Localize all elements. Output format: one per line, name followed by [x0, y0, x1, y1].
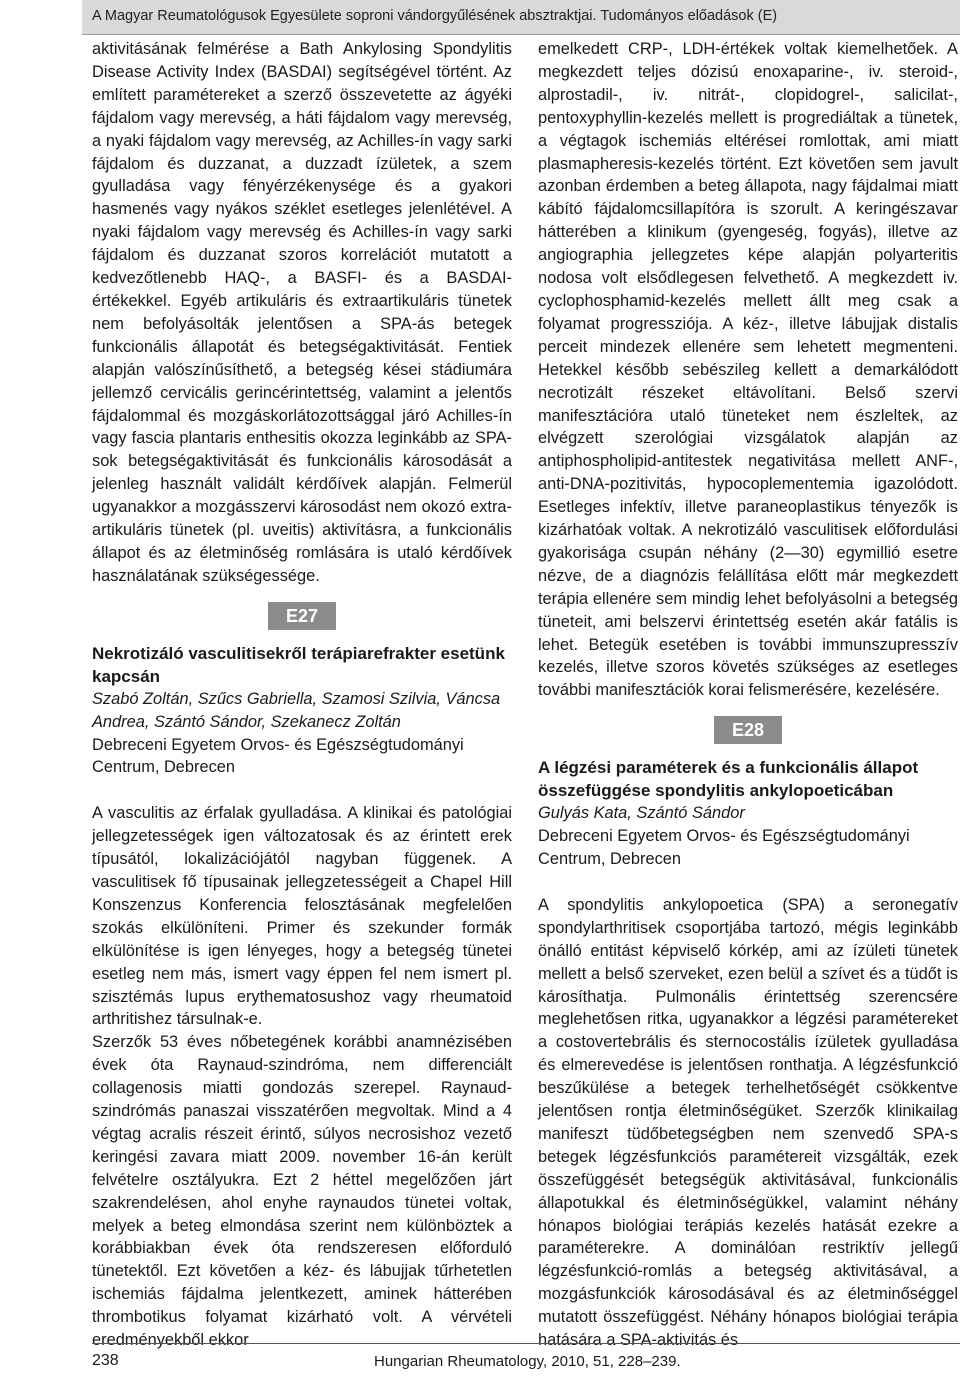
running-header	[82, 0, 960, 35]
abstract-title: Nekrotizáló vasculitisekről terápiarefrakter esetünk kapcsán	[92, 643, 505, 686]
abstract-affiliation: Debreceni Egyetem Orvos- és Egészségtudományi Centrum, Debrecen	[92, 735, 464, 777]
body-paragraph: emelkedett CRP-, LDH-értékek voltak kiemelhetőek. A megkezdett teljes dózisú enoxaparine-, iv. steroid-, alprostadil-, iv. nitrát-, clopidogrel-, salicilat-, pentoxyphyllin-kezelés mellett is progrediáltak a tünetek, a végtagok ischemiás eltérései romlottak, ami miatt plasmapheresis-kezelés történt. Ezt követően sem javult azonban érdemben a beteg állapota, nagy fájdalmai miatt kábító fájdalomcsillapítóra is szorult. A keringészavar hátterében a klinikum (gyengeség, fogyás), illetve az angiographia jellegzetes képe alapján polyarteritis nodosa volt elsődlegesen felvethető. A megkezdett iv. cyclophosphamid-kezelés mellett állt meg csak a folyamat progressziója. A kéz-, illetve lábujjak distalis perceit mindezek ellenére sem lehetett megmenteni. Hetekkel később sebészileg kellett a demarkálódott necrotizált részeket eltávolítani. Belső szervi manifesztációra utaló tüneteket nem észleltek, az elvégzett szerológiai vizsgálatok alapján az antiphospholipid-antitestek negativitása mellett ANF-, anti-DNA-pozitivitás, hypocoplementemia igazolódott. Esetleges infektív, illetve paraneoplastikus tényezők is kizárhatóak voltak. A nekrotizáló vasculitisek előfordulási gyakorisága csupán néhány (2—30) egymillió esetre nézve, de a diagnózis felállítása előtt már megkezdett terápia ellenére sem mindig lehet befolyásolni a betegség tüneteit, ami belszervi érintettség esetén akár fatális is lehet. Betegük esetében is további immunszupresszív kezelés, illetve szoros követés szükséges az esetleges további manifesztációk korai felismerésére, kezelésére.	[538, 40, 958, 700]
header-title: A Magyar Reumatológusok Egyesülete soproni vándorgyűlésének absztraktjai. Tudományos előadások (E)	[92, 8, 778, 24]
abstract-tag-wrap	[538, 716, 958, 744]
body-paragraph: A spondylitis ankylopoetica (SPA) a seronegatív spondylarthritisek csoportjába tartozó, mégis leginkább önálló entitást képviselő kórkép, ami az ízületi tünetek mellett a belső szerveket, ezen belül a szívet és a tüdőt is károsíthatja. Pulmonális érintettség szerencsére meglehetősen ritka, ugyanakkor a légzési paramétereket a costovertebrális és sternocostális ízületek gyulladása és elmerevedése is jelentősen ronthatja. A légzésfunkció beszűkülése a betegek terhelhetőségét csökkentve jelentősen rontja életminőségüket. Szerzők klinikailag manifeszt tüdőbetegségben nem szenvedő SPA-s betegek légzésfunkciós paramétereit vizsgálták, ezek összefüggését betegségük aktivitásával, funkcionális állapotukkal és életminőségükkel, valamint néhány hónapos biológiai terápiás kezelés hatását ezekre a paraméterekre. A dominálóan restriktív jellegű légzésfunkció-romlás a betegség aktivitásával, a mozgásfunkciók károsodásával és az életminőséggel mutatott összefüggést. Néhány hónapos biológiai terápia hatására a SPA-aktivitás és	[538, 895, 958, 1350]
body-paragraph: Szerzők 53 éves nőbetegének korábbi anamnézisében évek óta Raynaud-szindróma, nem differenciált collagenosis miatti gondozás szerepel. Raynaud-szindrómás panaszai visszatérően megvoltak. Mind a 4 végtag acralis részeit érintő, súlyos necrosishoz vezető keringési zavara miatt 2009. november 16-án került felvételre osztályukra. Ezt 2 héttel megelőzően járt szakrendelésen, ahol enyhe raynaudos tünetei voltak, melyek a beteg elmondása szerint nem különböztek a korábbiakban évek óta rendszeresen előforduló tünetektől. Ezt követően a kéz- és lábujjak tűrhetetlen ischemiás fájdalma jelentkezett, aminek hátterében thrombotikus folyamat kizárható volt. A vérvételi eredményekből ekkor	[92, 1033, 512, 1350]
abstract-title: A légzési paraméterek és a funkcionális állapot összefüggése spondylitis ankylopoeticában	[538, 758, 919, 801]
abstract-tag: E27	[268, 602, 336, 630]
footer-divider	[92, 1343, 960, 1344]
abstract-authors: Szabó Zoltán, Szűcs Gabriella, Szamosi Szilvia, Váncsa Andrea, Szántó Sándor, Szekanecz Zoltán	[92, 689, 501, 731]
continuation-paragraph: aktivitásának felmérése a Bath Ankylosing Spondylitis Disease Activity Index (BASDAI) segítségével történt. Az említett paramétereket a szerző összevetette az ágyéki fájdalom vagy merevség, a háti fájdalom vagy merevség, a nyaki fájdalom vagy merevség, az Achilles-ín vagy sarki fájdalom és duzzanat, a duzzadt ízületek, a szem gyulladása vagy fényérzékenysége és a gyakori hasmenés vagy nyákos széklet esetleges jelenlétével. A nyaki fájdalom vagy merevség és Achilles-ín vagy sarki fájdalom és duzzanat szoros korrelációt mutatott a kedvezőtlenebb HAQ-, a BASFI- és a BASDAI-értékekkel. Egyéb artikuláris és extraartikuláris tünetek nem befolyásolták jelentősen a SPA-ás betegek funkcionális állapotát és betegségaktivitását. Fentiek alapján valószínűsíthető, a betegség kései stádiumára jellemző cervicális gerincérintettség, valamint a jelentős fájdalommal és mozgáskorlátozottsággal járó Achilles-ín vagy fascia plantaris enthesitis okozza leginkább az SPA-sok betegségaktivitását és funkcionális károsodását a jelenleg használt validált kérdőívek alapján. Felmerül ugyanakkor a mozgásszervi károsodást nem okozó extra-artikuláris tünetek (pl. uveitis) aktivításra, a funkcionális állapot és az életminőség romlására is utaló kérdőívek használatának szükségessége.	[92, 40, 512, 585]
body-paragraph: A vasculitis az érfalak gyulladása. A klinikai és patológiai jellegzetességek igen változatosak és az érintett erek típusától, lokalizációjától nagyban függenek. A vasculitisek fő típusainak jellegzetességeit a Chapel Hill Konszenzus Konferencia felosztásának megfelelően szokás elkülöníteni. Primer és szekunder formák elkülönítése is igen lényeges, hogy a betegség tünetei esetleg nem más, ismert vagy éppen fel nem ismert pl. szisztémás lupus erythematosushoz vagy rheumatoid arthritishez társulnak-e.	[92, 804, 512, 1029]
abstract-tag: E28	[714, 716, 782, 744]
spacer	[538, 871, 958, 894]
left-column	[92, 38, 512, 1352]
abstract-affiliation: Debreceni Egyetem Orvos- és Egészségtudományi Centrum, Debrecen	[538, 827, 910, 869]
spacer	[92, 779, 512, 802]
page-number: 238	[92, 1352, 119, 1369]
abstract-tag-wrap	[92, 602, 512, 630]
journal-citation: Hungarian Rheumatology, 2010, 51, 228–239.	[374, 1353, 681, 1370]
abstract-authors: Gulyás Kata, Szántó Sándor	[538, 804, 745, 823]
right-column	[538, 38, 958, 1352]
